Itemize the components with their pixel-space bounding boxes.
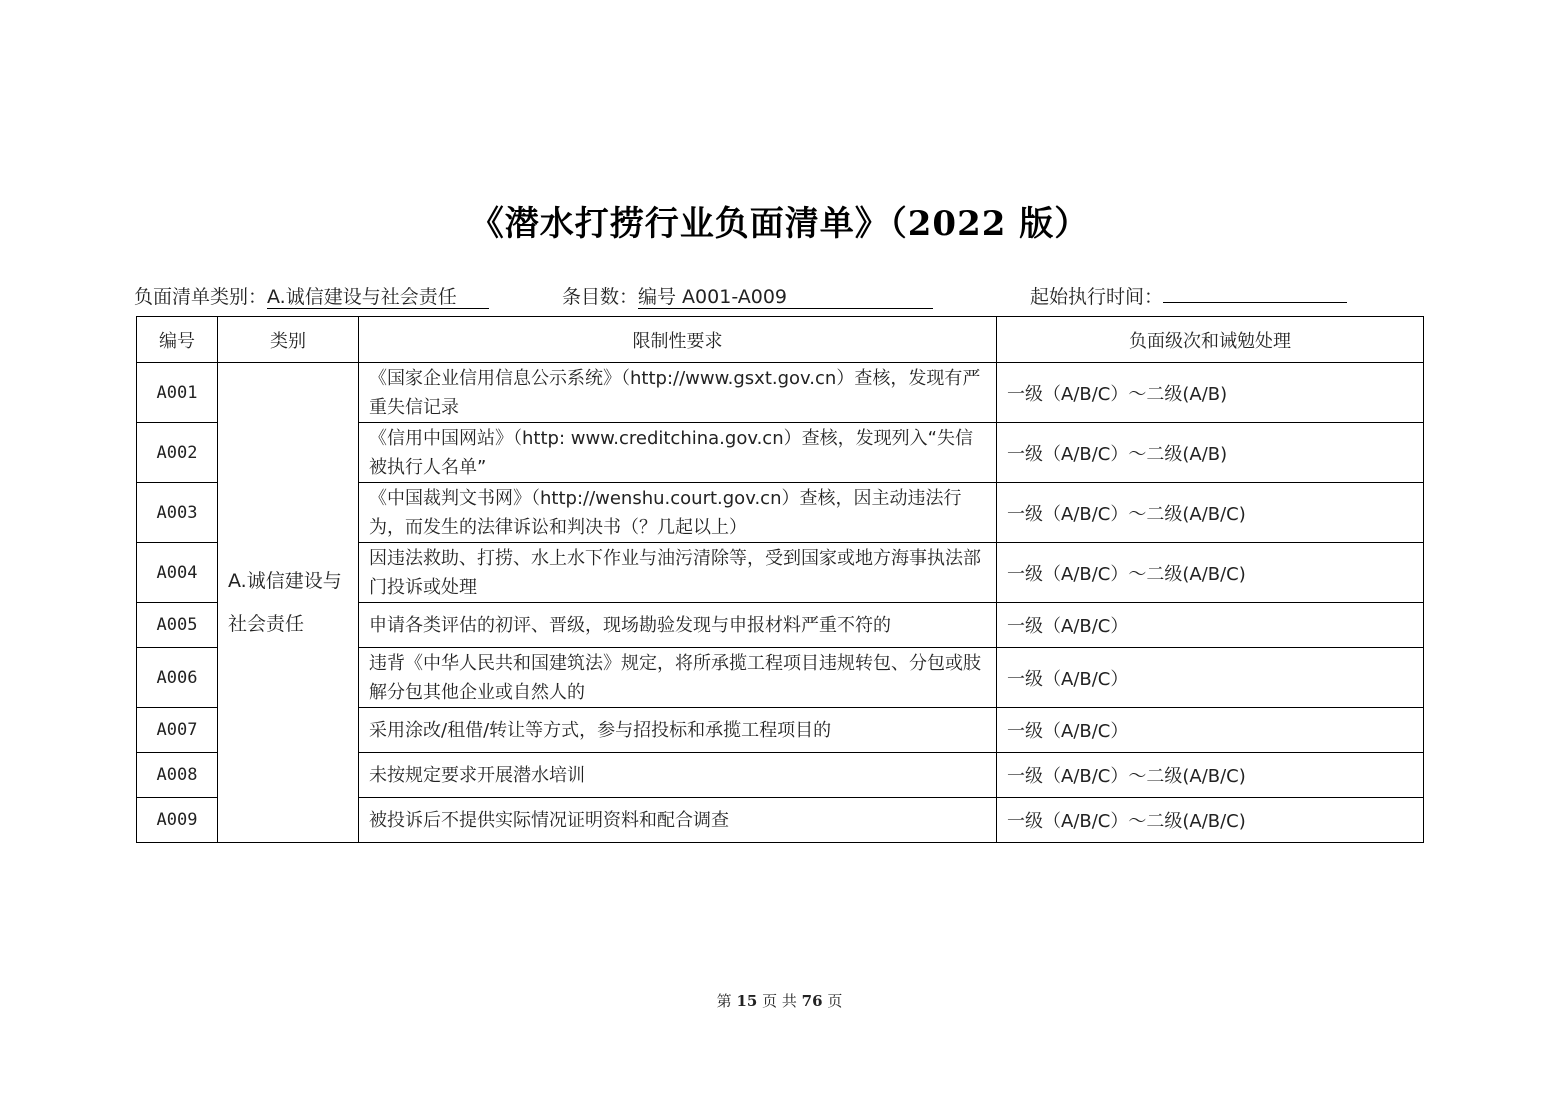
meta-category-label: 负面清单类别：	[134, 286, 268, 308]
document-title: 《潜水打捞行业负面清单》（2022 版）	[469, 204, 1090, 244]
row-requirement: 被投诉后不提供实际情况证明资料和配合调查	[359, 798, 997, 843]
header-level: 负面级次和诫勉处理	[997, 317, 1424, 363]
list-meta	[134, 282, 1374, 308]
row-code: A007	[137, 708, 218, 753]
row-requirement: 申请各类评估的初评、晋级，现场勘验发现与申报材料严重不符的	[359, 603, 997, 648]
row-requirement: 采用涂改/租借/转让等方式，参与招投标和承揽工程项目的	[359, 708, 997, 753]
meta-count	[562, 282, 933, 309]
meta-start-label: 起始执行时间：	[1030, 286, 1164, 308]
footer-suffix: 页	[827, 992, 843, 1010]
meta-category-value: A.诚信建设与社会责任	[267, 286, 489, 309]
meta-start	[1030, 282, 1347, 309]
row-requirement: 未按规定要求开展潜水培训	[359, 753, 997, 798]
row-category: A.诚信建设与社会责任	[218, 363, 359, 843]
row-level: 一级（A/B/C）～二级(A/B/C)	[997, 543, 1424, 603]
row-level: 一级（A/B/C）～二级(A/B)	[997, 363, 1424, 423]
row-code: A003	[137, 483, 218, 543]
meta-start-value	[1163, 302, 1347, 303]
row-requirement: 《中国裁判文书网》（http://wenshu.court.gov.cn）查核，因主动违法行为，而发生的法律诉讼和判决书（？几起以上）	[359, 483, 997, 543]
meta-count-label: 条目数：	[562, 286, 639, 308]
row-code: A008	[137, 753, 218, 798]
row-code: A009	[137, 798, 218, 843]
page-number: 15	[736, 992, 758, 1010]
row-level: 一级（A/B/C）～二级(A/B/C)	[997, 483, 1424, 543]
meta-category	[134, 282, 489, 309]
row-code: A002	[137, 423, 218, 483]
header-category: 类别	[218, 317, 359, 363]
negative-list-table	[136, 316, 1424, 843]
row-level: 一级（A/B/C）	[997, 708, 1424, 753]
total-pages: 76	[801, 992, 823, 1010]
row-code: A006	[137, 648, 218, 708]
header-code: 编号	[137, 317, 218, 363]
row-level: 一级（A/B/C）	[997, 648, 1424, 708]
footer-middle: 页 共	[762, 992, 797, 1010]
row-level: 一级（A/B/C）～二级(A/B/C)	[997, 753, 1424, 798]
table-header-row	[137, 317, 1424, 363]
row-code: A004	[137, 543, 218, 603]
row-requirement: 因违法救助、打捞、水上水下作业与油污清除等，受到国家或地方海事执法部门投诉或处理	[359, 543, 997, 603]
row-requirement: 《国家企业信用信息公示系统》（http://www.gsxt.gov.cn）查核，发现有严重失信记录	[359, 363, 997, 423]
row-level: 一级（A/B/C）～二级(A/B/C)	[997, 798, 1424, 843]
row-requirement: 违背《中华人民共和国建筑法》规定，将所承揽工程项目违规转包、分包或肢解分包其他企业或自然人的	[359, 648, 997, 708]
table-row	[137, 363, 1424, 423]
header-requirement: 限制性要求	[359, 317, 997, 363]
footer-prefix: 第	[716, 992, 732, 1010]
row-level: 一级（A/B/C）～二级(A/B)	[997, 423, 1424, 483]
meta-count-value: 编号 A001-A009	[638, 286, 933, 309]
row-requirement: 《信用中国网站》（http: www.creditchina.gov.cn）查核，发现列入“失信被执行人名单”	[359, 423, 997, 483]
page-footer	[0, 990, 1559, 1011]
row-code: A001	[137, 363, 218, 423]
row-level: 一级（A/B/C）	[997, 603, 1424, 648]
row-code: A005	[137, 603, 218, 648]
